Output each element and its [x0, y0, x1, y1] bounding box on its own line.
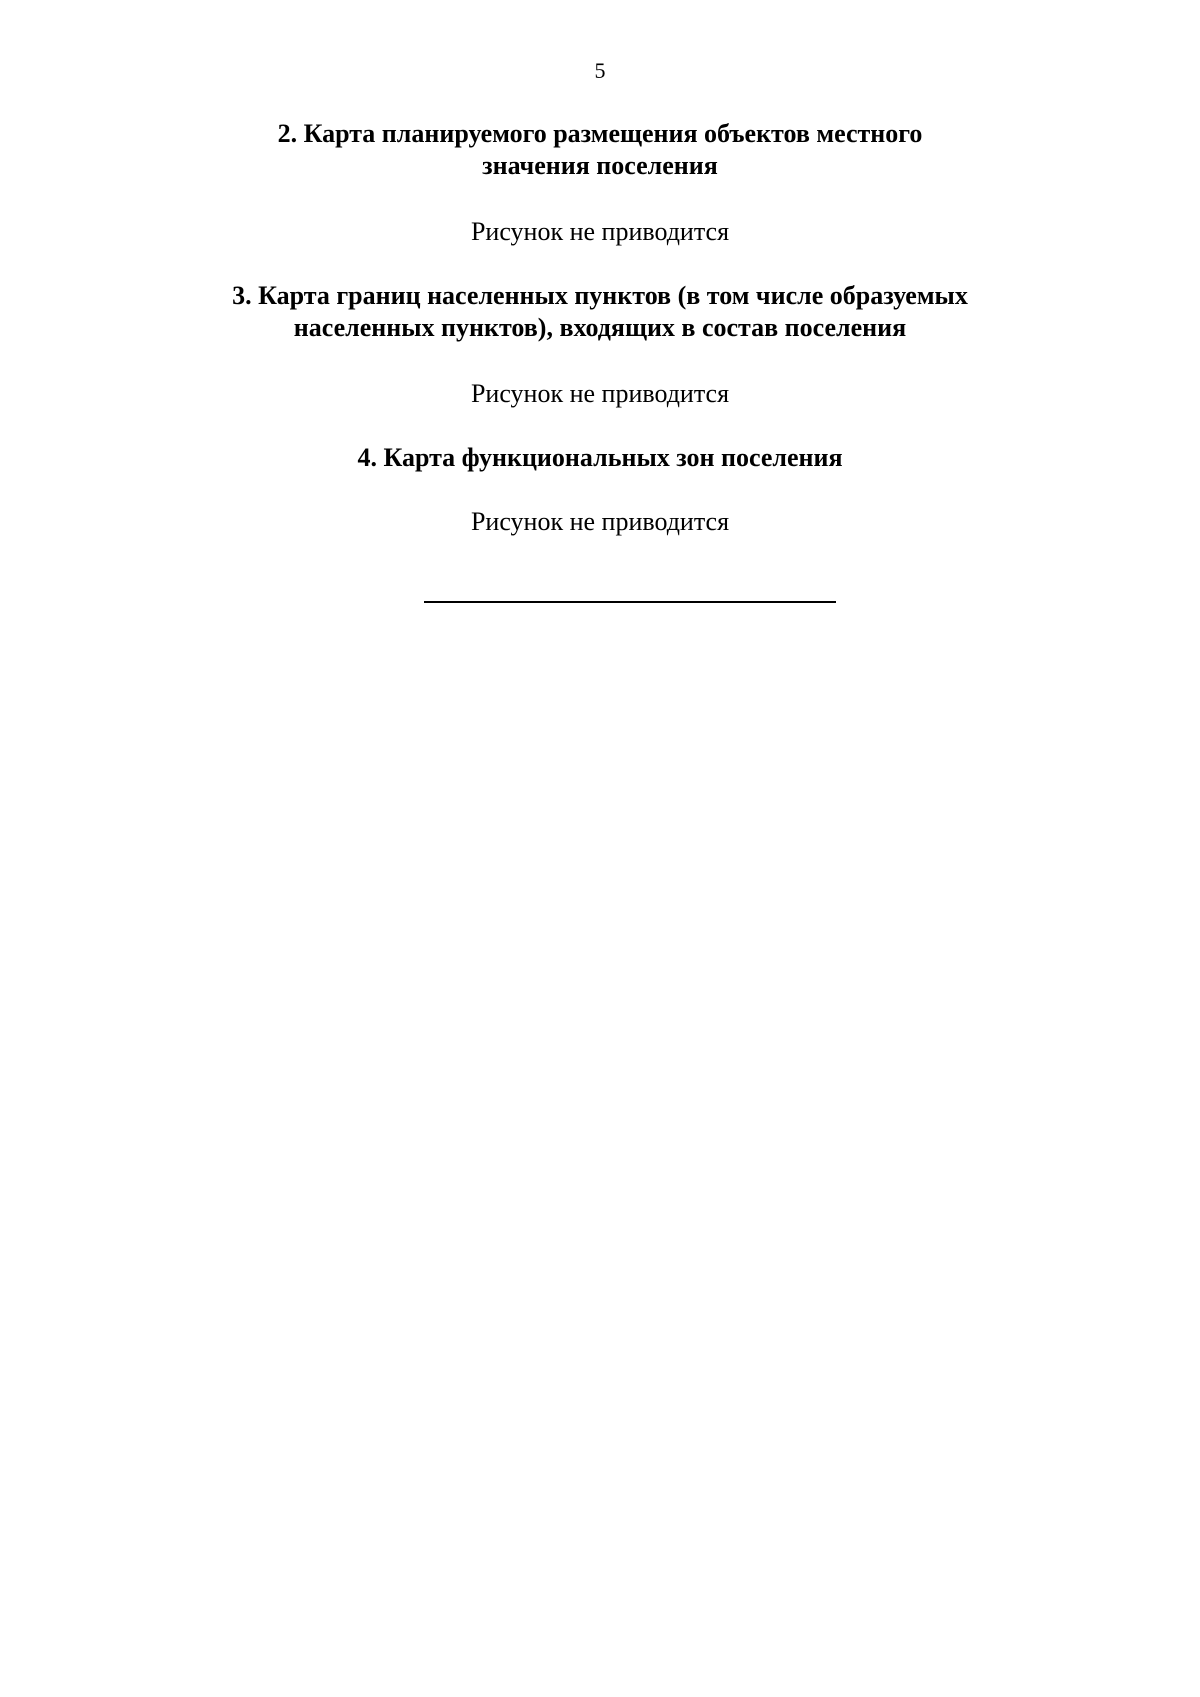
section-heading-3	[150, 280, 1050, 344]
heading-line: 2. Карта планируемого размещения объектов местного	[277, 119, 923, 148]
heading-line: 3. Карта границ населенных пунктов (в том числе образуемых	[232, 281, 968, 310]
section-heading-2	[150, 118, 1050, 182]
heading-line: 4. Карта функциональных зон поселения	[357, 443, 843, 472]
page-number: 5	[594, 58, 606, 83]
closing-rule-divider	[424, 601, 836, 603]
figure-omitted-note: Рисунок не приводится	[470, 379, 730, 408]
section-heading-4	[150, 442, 1050, 474]
figure-omitted-note: Рисунок не приводится	[470, 507, 730, 536]
figure-omitted-note: Рисунок не приводится	[470, 217, 730, 246]
heading-line: значения поселения	[482, 151, 718, 180]
heading-line: населенных пунктов), входящих в состав поселения	[293, 313, 907, 342]
